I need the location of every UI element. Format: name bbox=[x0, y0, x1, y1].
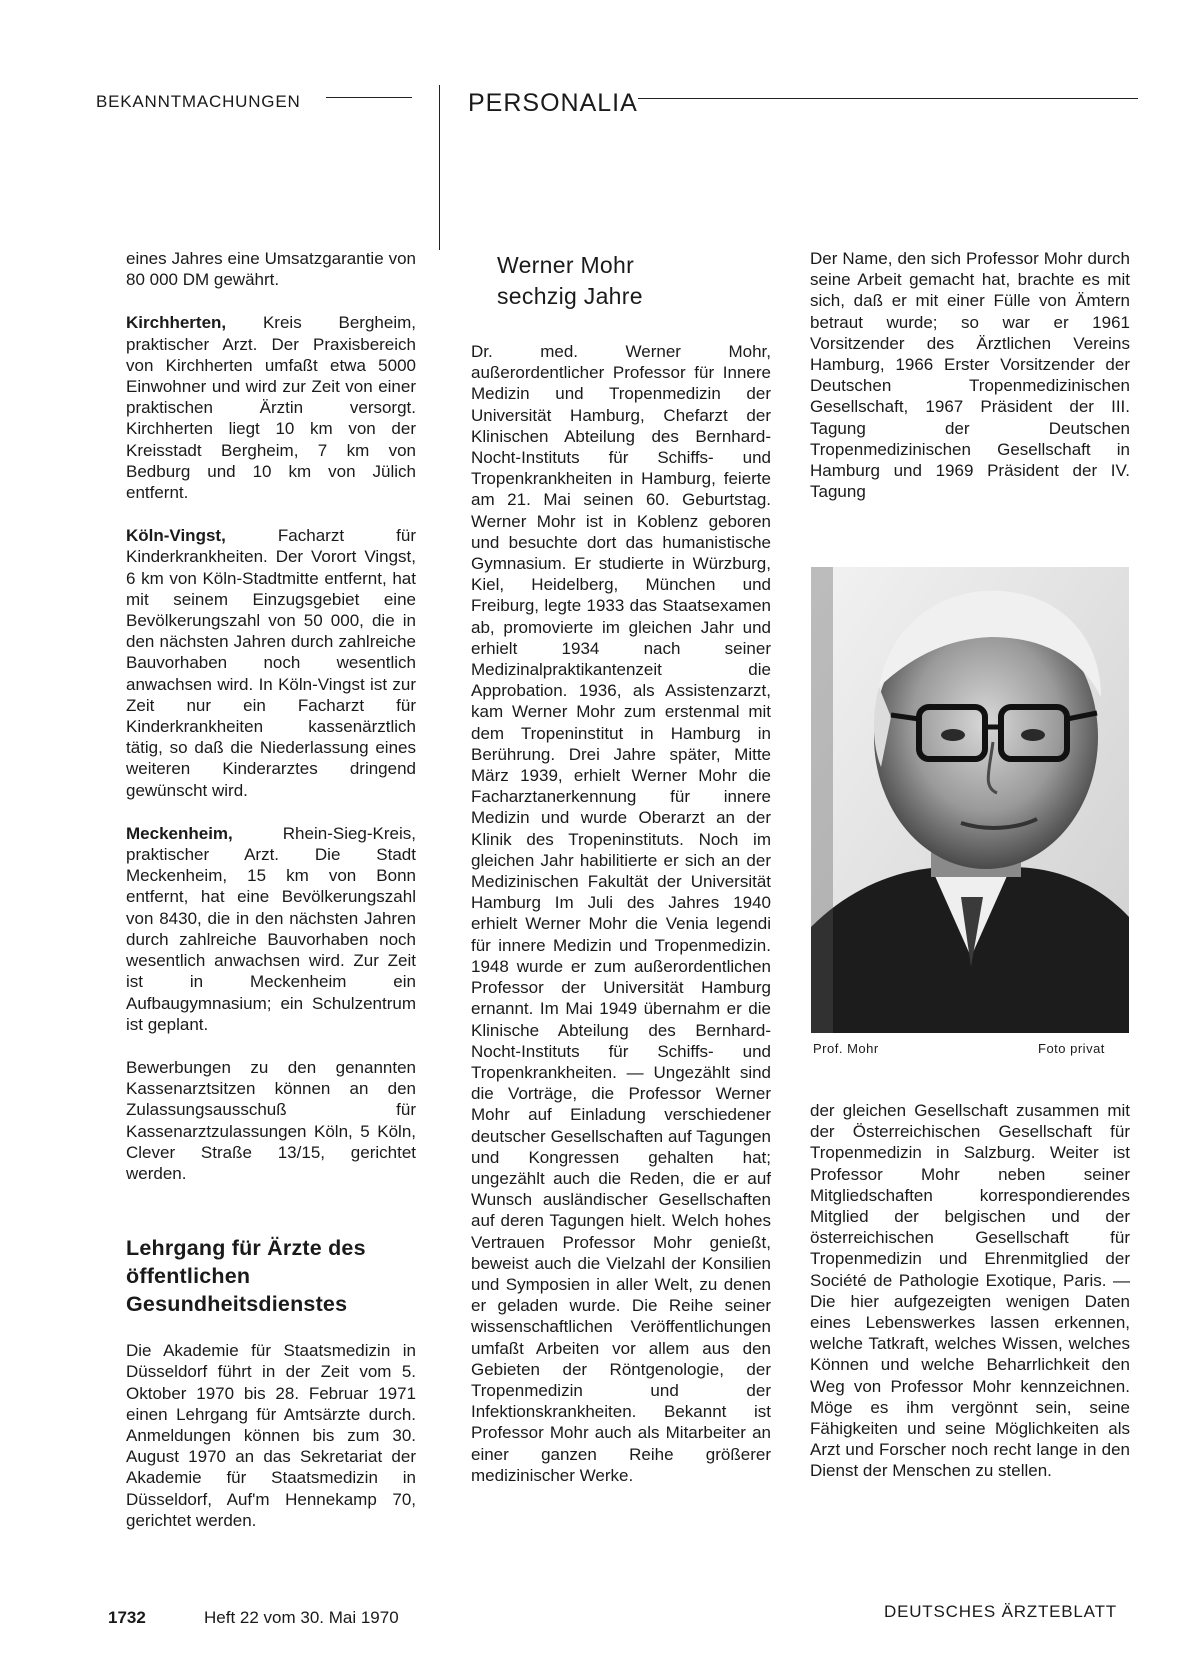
lead-koeln-vingst: Köln-Vingst, bbox=[126, 526, 226, 546]
photo-credit: Foto privat bbox=[1038, 1041, 1105, 1056]
article-paragraph-aemter: Der Name, den sich Professor Mohr durch seine Arbeit gemacht hat, brachte es mit sich, daß er mit einer Fülle von Ämtern betraut wurde; so war er 1961 Vorsitzender des Ärztlichen Vereins Hamburg, 1966 Erster Vorsitzender der Deutschen Tropenmedizinischen Gesellschaft, 1967 Präsident der III. Tagung der Deutschen Tropenmedizinischen Gesellschaft in Hamburg und 1969 Präsident der IV. Tagung bbox=[810, 249, 1130, 502]
paragraph-koeln-vingst bbox=[126, 525, 416, 801]
paragraph-kirchherten bbox=[126, 312, 416, 503]
lead-kirchherten: Kirchherten, bbox=[126, 313, 227, 333]
portrait-image bbox=[811, 567, 1129, 1033]
article-paragraph-main: Dr. med. Werner Mohr, außerordentlicher Professor für Innere Medizin und Tropenmedizin der Universität Hamburg, Chefarzt der Klinischen Abteilung des Bernhard-Nocht-Instituts für Schiffs- und Tropenkrankheiten in Hamburg, feierte am 21. Mai seinen 60. Geburtstag. Werner Mohr ist in Koblenz geboren und besuchte dort das humanistische Gymnasium. Er studierte in Würzburg, Kiel, Heidelberg, München und Freiburg, legte 1933 das Staatsexamen ab, promovierte im gleichen Jahr und erhielt 1934 nach seiner Medizinalpraktikantenzeit die Approbation. 1936, als Assistenzarzt, kam Werner Mohr zum erstenmal mit dem Tropeninstitut in Hamburg in Berührung. Drei Jahre später, Mitte März 1939, erhielt Werner Mohr die Facharztanerkennung für innere Medizin und wurde Oberarzt an der Klinik des Tropeninstituts. Noch im gleichen Jahr habilitierte er sich an der Medizinischen Fakultät der Universität Hamburg Im Juli des Jahres 1940 erhielt Werner Mohr die Venia legendi für innere Medizin und Tropenmedizin. 1948 wurde er zum außerordentlichen Professor der Universität Hamburg ernannt. Im Mai 1949 übernahm er die Klinische Abteilung des Bernhard-Nocht-Instituts für Schiffs- und Tropenkrankheiten. — Ungezählt sind die Vorträge, die Professor Werner Mohr auf Einladung verschiedener deutscher Gesellschaften auf Tagungen und Kongressen gehalten hat; ungezählt auch die Reden, die er auf Wunsch ausländischer Gesellschaften auf deren Tagungen hielt. Welch hohes Vertrauen Professor Mohr genießt, beweist auch die Vielzahl der Konsilien und Symposien in aller Welt, zu denen er geladen wurde. Die Reihe seiner wissenschaftlichen Veröffentlichungen umfaßt Arbeiten vor allem aus den Gebieten der Röntgenologie, der Tropenmedizin und der Infektionskrankheiten. Bekannt ist Professor Mohr auch als Mitarbeiter an einer ganzen Reihe größerer medizinischer Werke. bbox=[471, 342, 771, 1485]
text-meckenheim: Rhein-Sieg-Kreis, praktischer Arzt. Die Stadt Meckenheim, 15 km von Bonn entfernt, hat eine Bevölkerungszahl von 8430, die in den nächsten Jahren durch zahlreiche Bauvorhaben noch wesentlich anwachsen wird. Zur Zeit ist in Meckenheim ein Aufbaugymnasium; ein Schulzentrum ist geplant. bbox=[126, 823, 416, 1034]
paragraph-umsatzgarantie: eines Jahres eine Umsatzgarantie von 80 000 DM gewährt. bbox=[126, 249, 416, 290]
page-number: 1732 bbox=[108, 1608, 146, 1627]
paragraph-lehrgang: Die Akademie für Staatsmedizin in Düsseldorf führt in der Zeit vom 5. Oktober 1970 bis 28. Februar 1971 einen Lehrgang für Amtsärzte durch. Anmeldungen können bis zum 30. August 1970 an das Sekretariat der Akademie für Staatsmedizin in Düsseldorf, Auf'm Hennekamp 70, gerichtet werden. bbox=[126, 1341, 416, 1530]
paragraph-bewerbungen: Bewerbungen zu den genannten Kassenarztsitzen können an den Zulassungsausschuß für Kassenarztzulassungen Köln, 5 Köln, Clever Straße 13/15, gerichtet werden. bbox=[126, 1057, 416, 1183]
article-title-line1: Werner Mohr bbox=[497, 252, 635, 278]
text-kirchherten: Kreis Bergheim, praktischer Arzt. Der Praxisbereich von Kirchherten umfaßt etwa 5000 Einwohner und wird zur Zeit von einer praktischen Ärztin versorgt. Kirchherten liegt 10 km von der Kreisstadt Bergheim, 7 km von Bedburg und 10 km von Jülich entfernt. bbox=[126, 313, 416, 503]
paragraph-meckenheim bbox=[126, 823, 416, 1035]
article-body-middle bbox=[471, 341, 771, 1486]
issue-info: Heft 22 vom 30. Mai 1970 bbox=[204, 1608, 399, 1627]
column-divider bbox=[439, 85, 440, 250]
text-koeln-vingst: Facharzt für Kinderkrankheiten. Der Vorort Vingst, 6 km von Köln-Stadtmitte entfernt, hat mit seinem Einzugsgebiet eine Bevölkerungszahl von 50 000, die in den nächsten Jahren durch zahlreiche Bauvorhaben noch wesentlich anwachsen wird. In Köln-Vingst ist zur Zeit nur ein Facharzt für Kinderkrankheiten kassenärztlich tätig, so daß die Niederlassung eines weiteren Kinderarztes dringend gewünscht wird. bbox=[126, 526, 416, 800]
photo-caption: Prof. Mohr bbox=[813, 1041, 879, 1056]
article-body-right-top bbox=[810, 248, 1130, 502]
left-column bbox=[126, 248, 416, 1531]
magazine-name: DEUTSCHES ÄRZTEBLATT bbox=[884, 1602, 1117, 1621]
header-rule-left bbox=[326, 97, 412, 98]
article-title-line2: sechzig Jahre bbox=[497, 283, 643, 309]
article-title bbox=[497, 250, 777, 312]
lehrgang-heading: Lehrgang für Ärzte des öffentlichen Gesundheitsdienstes bbox=[126, 1236, 366, 1317]
article-body-right-bottom bbox=[810, 1100, 1130, 1482]
lead-meckenheim: Meckenheim, bbox=[126, 823, 233, 843]
section-header-personalia: PERSONALIA bbox=[468, 89, 638, 117]
section-header-bekanntmachungen: BEKANNTMACHUNGEN bbox=[96, 92, 301, 111]
header-rule-right bbox=[638, 98, 1138, 99]
article-paragraph-closing: der gleichen Gesellschaft zusammen mit der Österreichischen Gesellschaft für Tropenmedizin in Salzburg. Weiter ist Professor Mohr neben seiner Mitgliedschaften korrespondierendes Mitglied der belgischen und der österreichischen Gesellschaft für Tropenmedizin und Ehrenmitglied der Société de Pathologie Exotique, Paris. — Die hier aufgezeigten wenigen Daten eines Lebenswerkes lassen erkennen, welche Tatkraft, welches Wissen, welches Können und welche Beharrlichkeit den Weg von Professor Mohr kennzeichnen. Möge es ihm vergönnt sein, seine Fähigkeiten und seine Möglichkeiten als Arzt und Forscher noch recht lange in den Dienst der Menschen zu stellen. bbox=[810, 1101, 1130, 1481]
portrait-photo bbox=[811, 567, 1129, 1033]
